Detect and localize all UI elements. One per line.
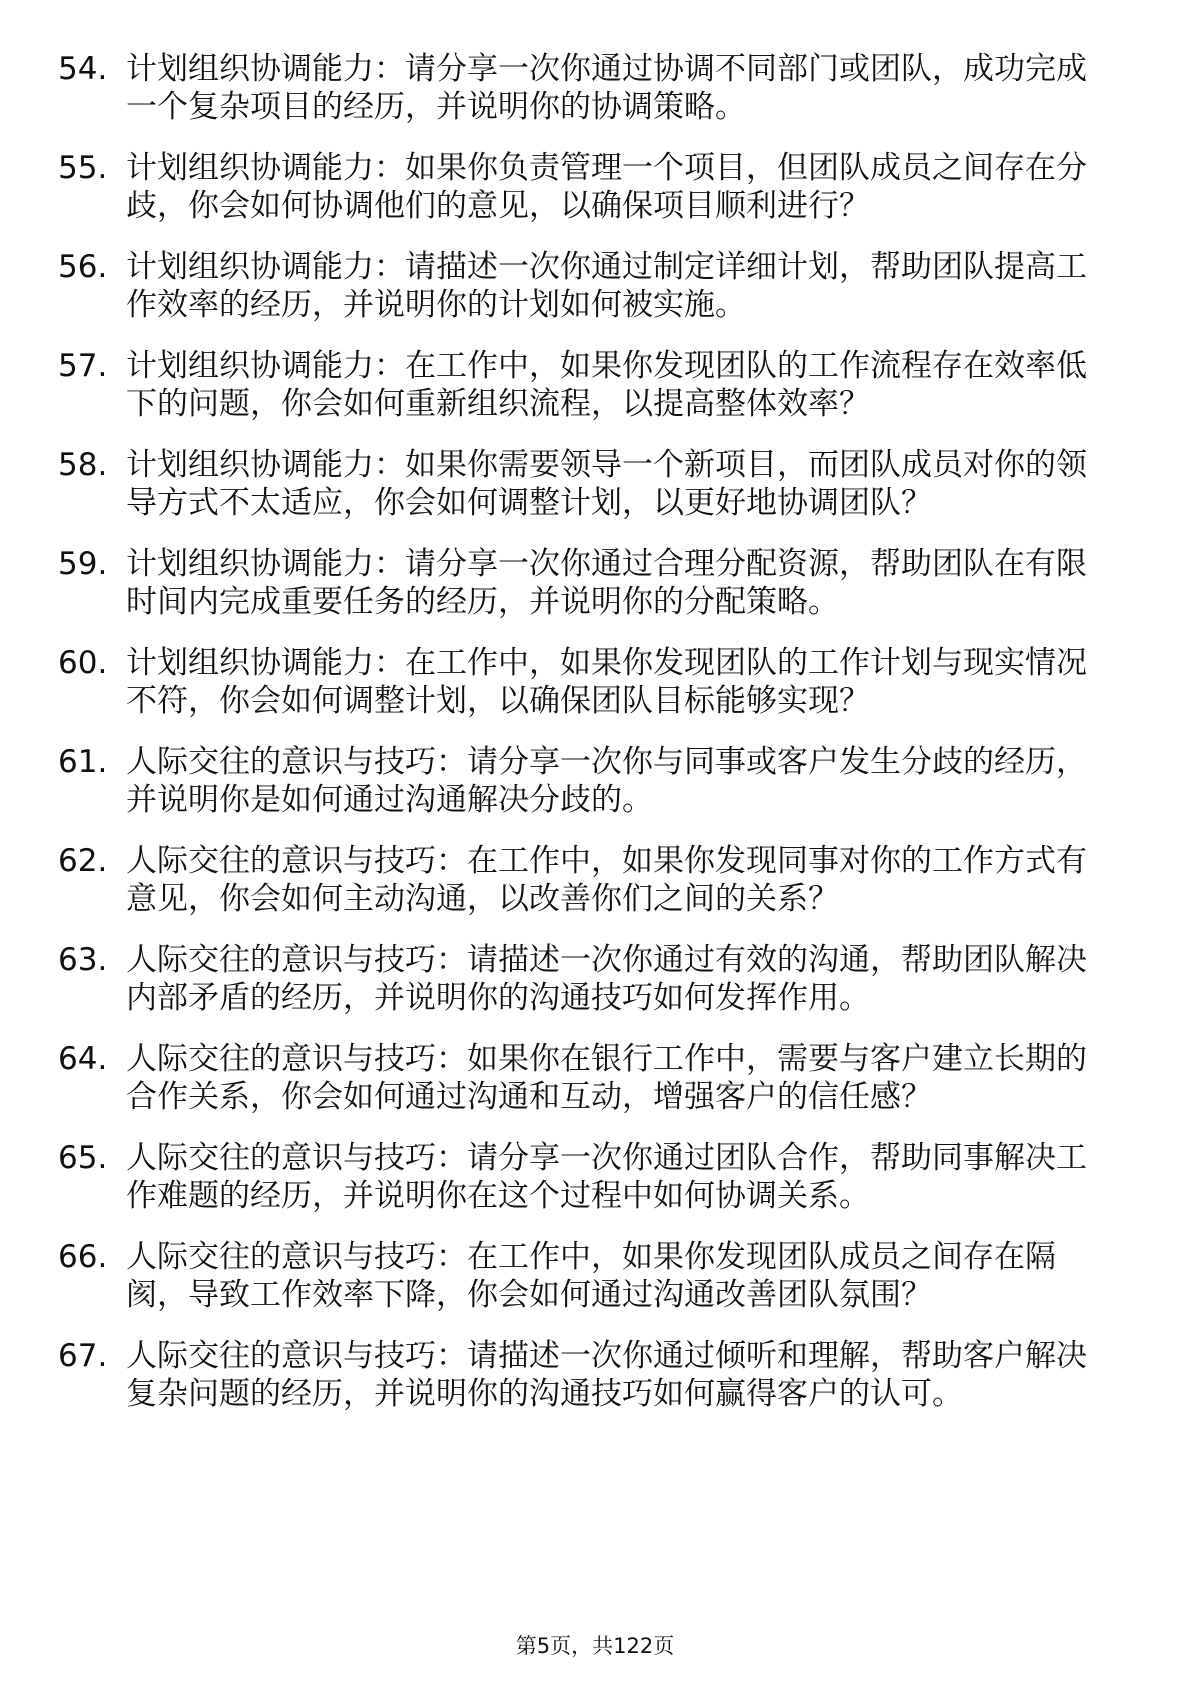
question-text: 计划组织协调能力：如果你需要领导一个新项目，而团队成员对你的领导方式不太适应，你会如何调整计划，以更好地协调团队？: [126, 447, 1087, 521]
question-item-56: [58, 248, 1108, 324]
question-item-55: [58, 149, 1108, 225]
question-text: 人际交往的意识与技巧：请分享一次你与同事或客户发生分歧的经历，并说明你是如何通过沟通解决分歧的。: [126, 744, 1087, 818]
question-number: 64.: [58, 1041, 108, 1077]
question-item-63: [58, 941, 1108, 1017]
question-number: 59.: [58, 546, 108, 582]
question-number: 67.: [58, 1338, 108, 1374]
question-text: 计划组织协调能力：在工作中，如果你发现团队的工作流程存在效率低下的问题，你会如何重新组织流程，以提高整体效率？: [126, 348, 1087, 422]
question-number: 62.: [58, 843, 108, 879]
question-item-60: [58, 644, 1108, 720]
question-number: 61.: [58, 744, 108, 780]
question-text: 计划组织协调能力：如果你负责管理一个项目，但团队成员之间存在分歧，你会如何协调他们的意见，以确保项目顺利进行？: [126, 150, 1087, 224]
question-item-64: [58, 1040, 1108, 1116]
page-footer: 第5页，共122页: [515, 1634, 675, 1658]
question-text: 人际交往的意识与技巧：在工作中，如果你发现团队成员之间存在隔阂，导致工作效率下降，你会如何通过沟通改善团队氛围？: [126, 1239, 1056, 1313]
question-item-65: [58, 1139, 1108, 1215]
question-number: 65.: [58, 1140, 108, 1176]
question-number: 55.: [58, 150, 108, 186]
question-text: 人际交往的意识与技巧：请描述一次你通过有效的沟通，帮助团队解决内部矛盾的经历，并说明你的沟通技巧如何发挥作用。: [126, 942, 1087, 1016]
question-item-58: [58, 446, 1108, 522]
question-text: 人际交往的意识与技巧：如果你在银行工作中，需要与客户建立长期的合作关系，你会如何通过沟通和互动，增强客户的信任感？: [126, 1041, 1087, 1115]
question-item-57: [58, 347, 1108, 423]
question-text: 计划组织协调能力：在工作中，如果你发现团队的工作计划与现实情况不符，你会如何调整计划，以确保团队目标能够实现？: [126, 645, 1087, 719]
question-item-59: [58, 545, 1108, 621]
question-text: 人际交往的意识与技巧：请分享一次你通过团队合作，帮助同事解决工作难题的经历，并说明你在这个过程中如何协调关系。: [126, 1140, 1087, 1214]
question-text: 计划组织协调能力：请分享一次你通过协调不同部门或团队，成功完成一个复杂项目的经历，并说明你的协调策略。: [126, 51, 1087, 125]
question-item-62: [58, 842, 1108, 918]
question-item-67: [58, 1337, 1108, 1413]
question-number: 58.: [58, 447, 108, 483]
question-text: 人际交往的意识与技巧：在工作中，如果你发现同事对你的工作方式有意见，你会如何主动沟通，以改善你们之间的关系？: [126, 843, 1087, 917]
question-number: 57.: [58, 348, 108, 384]
question-list: [58, 50, 1108, 1436]
question-number: 56.: [58, 249, 108, 285]
question-text: 人际交往的意识与技巧：请描述一次你通过倾听和理解，帮助客户解决复杂问题的经历，并说明你的沟通技巧如何赢得客户的认可。: [126, 1338, 1087, 1412]
question-text: 计划组织协调能力：请分享一次你通过合理分配资源，帮助团队在有限时间内完成重要任务的经历，并说明你的分配策略。: [126, 546, 1087, 620]
question-item-54: [58, 50, 1108, 126]
question-item-66: [58, 1238, 1108, 1314]
question-number: 60.: [58, 645, 108, 681]
question-number: 54.: [58, 51, 108, 87]
question-item-61: [58, 743, 1108, 819]
question-number: 66.: [58, 1239, 108, 1275]
question-number: 63.: [58, 942, 108, 978]
question-text: 计划组织协调能力：请描述一次你通过制定详细计划，帮助团队提高工作效率的经历，并说明你的计划如何被实施。: [126, 249, 1087, 323]
